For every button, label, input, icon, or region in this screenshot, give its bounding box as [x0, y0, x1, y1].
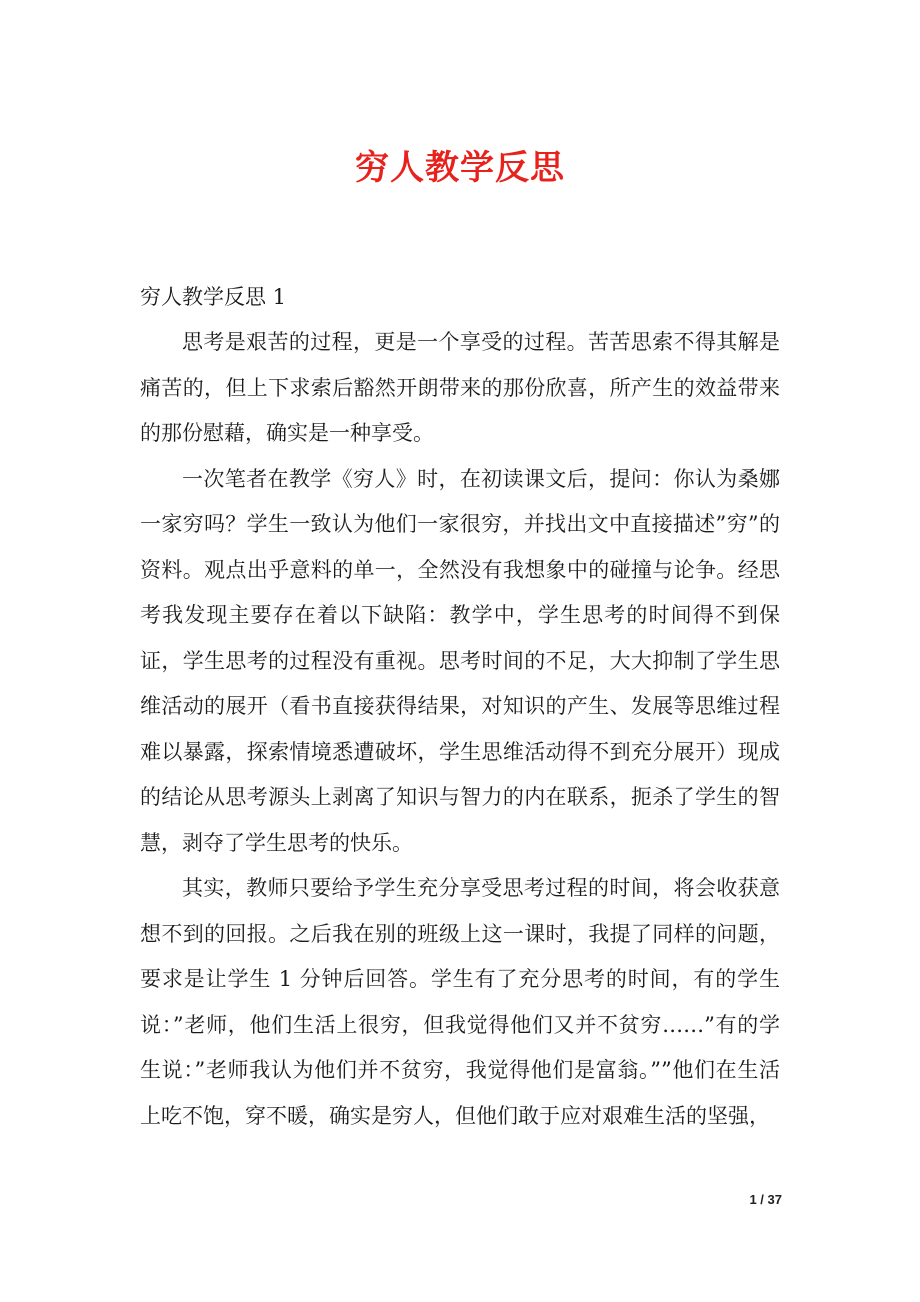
- section-heading: 穷人教学反思 1: [140, 285, 287, 309]
- document-title: 穷人教学反思: [355, 148, 565, 188]
- paragraph: 思考是艰苦的过程，更是一个享受的过程。苦苦思索不得其解是痛苦的，但上下求索后豁然开朗带来的那份欣喜，所产生的效益带来的那份慰藉，确实是一种享受。: [140, 330, 780, 445]
- paragraph: 一次笔者在教学《穷人》时，在初读课文后，提问：你认为桑娜一家穷吗？学生一致认为他们一家很穷，并找出文中直接描述”穷”的资料。观点出乎意料的单一，全然没有我想象中的碰撞与论争。经思考我发现主要存在着以下缺陷：教学中，学生思考的时间得不到保证，学生思考的过程没有重视。思考时间的不足，大大抑制了学生思维活动的展开（看书直接获得结果，对知识的产生、发展等思维过程难以暴露，探索情境悉遭破坏，学生思维活动得不到充分展开）现成的结论从思考源头上剥离了知识与智力的内在联系，扼杀了学生的智慧，剥夺了学生思考的快乐。: [140, 466, 780, 855]
- paragraph: 其实，教师只要给予学生充分享受思考过程的时间，将会收获意想不到的回报。之后我在别的班级上这一课时，我提了同样的问题，要求是让学生 1 分钟后回答。学生有了充分思考的时间，有的学生说：”老师，他们生活上很穷，但我觉得他们又并不贫穷……”有的学生说：”老师我认为他们并不贫穷，我觉得他们是富翁。””他们在生活上吃不饱，穿不暖，确实是穷人，但他们敢于应对艰难生活的坚强，: [140, 876, 780, 1128]
- document-body: [140, 320, 780, 1139]
- page-number: 1 / 37: [749, 1192, 782, 1207]
